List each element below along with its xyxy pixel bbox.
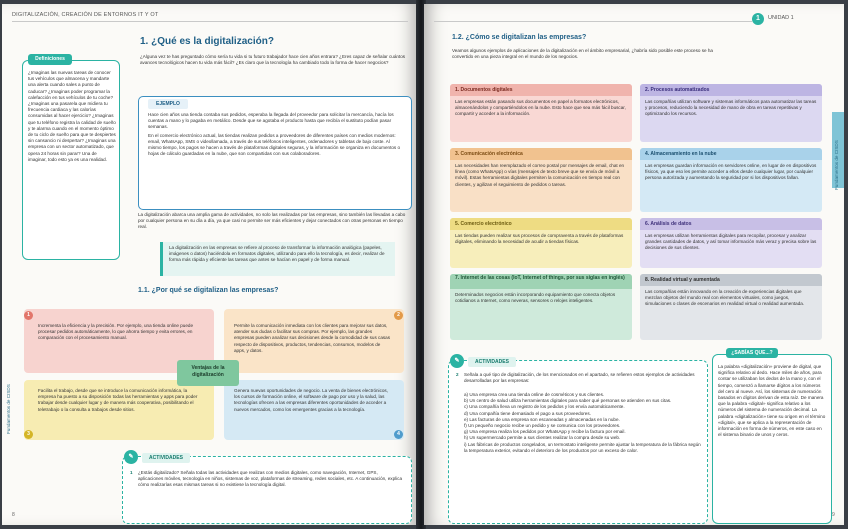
section-subtitle: 1.1. ¿Por qué se digitalizan las empresas? — [138, 287, 279, 294]
list-item: b) Un centro de salud utiliza herramientas digitales para saber qué personas se atienden en sus citas. — [464, 398, 672, 404]
card-realidad — [640, 274, 822, 340]
left-page-number: 8 — [12, 512, 15, 518]
reason-card-3 — [24, 380, 214, 440]
reason-text: Permite la comunicación inmediata con los clientes para mejorar sus datos, atender sus dudas o facilitar sus compras. Por ejemplo, las grandes empresas pueden analizar sus decisiones desde la comodidad de sus casas respecto de dispositivos, productos, tendencias, consumos, modelos de apps, y datos. — [234, 323, 391, 353]
list-item: d) Una compañía tiene demasiado el pago a sus proveedores. — [464, 410, 591, 416]
reason-number: 1 — [24, 311, 33, 320]
left-page — [2, 4, 418, 525]
reason-number: 2 — [394, 311, 403, 320]
reason-number: 3 — [24, 430, 33, 439]
list-item: g) Una empresa realiza los pedidos por WhatsApp y recibe la factura por email. — [464, 429, 626, 435]
reason-card-4 — [224, 380, 404, 440]
activities-tag: ACTIVIDADES — [142, 453, 190, 463]
reason-text: Facilita el trabajo, desde que se introduce la comunicación informática, la empresa ha puesto a su disposición todas las herramientas y apps para poder trabajar desde cualquier lugar y de manera más cooperativa, posibilitando el teletrabajo o la consulta a trabajos desde sitios. — [38, 388, 198, 412]
right-activities-tag: ACTIVIDADES — [468, 357, 516, 367]
reason-number: 4 — [394, 430, 403, 439]
definition-callout — [160, 242, 395, 276]
activity-text: ¿Estás digitalizado? Señala todas las actividades que realizas con medios digitales, como navegación, Internet, GPS, aplicaciones móviles, tecnología en niños, sistemas de voz, plataformas de streaming, redes sociales, etc. A continuación, explica cómo realizarías esas mismas tareas si no existiese la tecnología digital. — [138, 470, 403, 488]
card-title: 2. Procesos automatizados — [640, 84, 822, 96]
reason-text: Genera nuevas oportunidades de negocio. La venta de bienes electrónicos, los cursos de formación online, el software de pago por uso y la salud, las tecnologías ofrecen a las empresas diferentes oportunidades de acceder a nuevos mercados, como los emergentes gracias a la tecnología. — [234, 388, 388, 412]
reason-card-2 — [224, 309, 404, 373]
list-item: c) Una compañía lleva un registro de los pedidos y los envía automáticamente. — [464, 404, 625, 410]
list-item: e) Las facturas de una empresa son escaneadas y almacenadas en la nube. — [464, 416, 620, 422]
definition-callout-text: La digitalización en las empresas se refiere al proceso de transformar la información analógica (papeles, imágenes o datos) haciéndola en formatos digitales, utilizando para ello la tecnología, es decir, realizar de forma más rápida y eficiente las tareas que antes se hacían en papel y de forma manual. — [169, 245, 385, 263]
card-title: 1. Documentos digitales — [450, 84, 632, 96]
card-procesos — [640, 84, 822, 142]
example-text — [148, 112, 404, 157]
definitions-tag: Definiciones — [28, 54, 72, 65]
did-you-know-text: La palabra «digitalización» proviene de digital, que significa relativo al dedo. Hace miles de años, para contar se utilizaban los dedos de la mano y, con el tiempo, comenzó a llamarse dígitos a los números del cero al nueve. Así, los sistemas de numeración basados en dígitos derivan de esta raíz. De manera que la palabra «digital» significa relativo a los números del sistema de numeración decimal. La palabra «digitalización» tiene su origen en el término «digital», que se aplica a la representación de información en forma de números, en este caso en el sistema binario de unos y ceros. — [718, 364, 826, 438]
did-you-know-tag: ¿SABÍAS QUE...? — [726, 348, 778, 358]
right-page-number: 9 — [832, 512, 835, 518]
card-nube — [640, 148, 822, 212]
example-paragraph-1: Hace cien años una tienda contaba sus pedidos, esperaba la llegada del proveedor para solicitar la mercancía, hacía los cuentas a mano y lo pagaba en metálico. Desde que se agotaba el producto hasta que recibía el sustituto podían pasar semanas. — [148, 112, 394, 130]
intro-paragraph: ¿Alguna vez te has preguntado cómo sería tu vida si tu futuro trabajador hace cien años entrara? ¿Eres capaz de señalar cuántos avances tecnológicos hacen tu vida más fácil? ¿Es claro que la tecnología ha cambiado todo la forma de hacer negocios? — [140, 54, 406, 66]
card-title: 7. Internet de las cosas (IoT, Internet of things, por sus siglas en inglés) — [450, 274, 632, 289]
right-side-label: Fundamentos de CISDS — [834, 140, 839, 190]
list-item: h) Un supermercado permite a sus clientes realizar la compra desde su web. — [464, 435, 621, 441]
card-text: Determinados negocios están incorporando equipamiento que conecta objetos cotidianos a Internet, como neveras, sensores o relojes inteligentes. — [455, 292, 616, 304]
page-title: 1. ¿Qué es la digitalización? — [140, 36, 274, 47]
example-paragraph-2: En el comercio electrónico actual, las tiendas realizan pedidos a proveedores de diferentes países con medios modernos: email, WhatsApp, SMS o videollamada, a través de sus teléfonos inteligentes, ordenadores y tabletas de bajo coste. Al mismo tiempo, los pagos se hacen a través de plataformas digitales seguras, y la información se organiza en documentos o hojas de cálculo guardadas en la nube, que son compartidas con sus colaboradores. — [148, 132, 401, 157]
card-title: 3. Comunicación electrónica — [450, 148, 632, 160]
activity-number: 1 — [130, 470, 133, 475]
list-item: a) Una empresa crea una tienda online de cosméticos y sus clientes. — [464, 392, 605, 397]
card-text: Las compañías están innovando en la creación de experiencias digitales que mezclan objetos del mundo real con elementos virtuales, como juegos, simulaciones o clases de escenarios en realidad virtual o realidad aumentada. — [645, 289, 805, 307]
advantages-center-badge: Ventajas de la digitalización — [177, 360, 239, 386]
card-text: Las tiendas pueden realizar sus procesos de compraventa a través de plataformas digitales, eliminando la necesidad de acudir a tiendas físicas. — [455, 233, 624, 245]
definitions-text: ¿Imaginas las nuevas tareas de conocer tus vehículos que almacena y mandarte una alerta cuando sales a punto de caducar? ¿Imaginas poder programar la calefacción en tus vehículos de tu coche? ¿Imaginas una pasarela que midiera tu frecuencia cardiaca y las calorías consumidas al hacer ejercicio? ¿Imaginas que tu teléfono registra la calidad de sueño y te alarma cuando en el momento óptimo de tu ciclo de sueño para que te despiertes sin cansancio ni despertar? ¿Imaginas una empresa con un sector automatizado, que opera 24 horas sin parar? Una de imaginar, todo esto ya es una realidad. — [28, 70, 116, 162]
pencil-icon: ✎ — [124, 450, 138, 464]
card-text: Las necesidades han reemplazado el correo postal por mensajes de email, chat en línea (como WhatsApp) o vías (mensajes de texto breve que se envía de móvil a móvil). Estas herramientas digitales permiten la comunicación en tiempo real con clientes, y agilizan el seguimiento de pedidos o tareas. — [455, 163, 625, 187]
right-header-rule — [434, 21, 752, 22]
unit-label: UNIDAD 1 — [768, 15, 794, 21]
card-title: 6. Análisis de datos — [640, 218, 822, 230]
right-page — [424, 4, 844, 525]
example-tag: EJEMPLO — [148, 99, 188, 109]
activity-list — [464, 392, 702, 454]
card-title: 4. Almacenamiento en la nube — [640, 148, 822, 160]
card-comercio — [450, 218, 632, 268]
right-intro: Veamos algunos ejemplos de aplicaciones de la digitalización en el ámbito empresarial, ¿habría sido posible este proceso se ha convertido en una pieza integral en el mundo de los negocios. — [452, 48, 713, 60]
left-header-rule — [12, 21, 408, 22]
card-comunicacion — [450, 148, 632, 212]
card-title: 8. Realidad virtual y aumentada — [640, 274, 822, 286]
pencil-icon: ✎ — [450, 354, 464, 368]
card-iot — [450, 274, 632, 340]
unit-icon: 1 — [752, 13, 764, 25]
digitalization-scope-paragraph: La digitalización abarca una amplia gama de actividades, no solo las realizadas por las empresas, sino también las llevadas a cabo por cualquier persona en su día a día, ya que casi no permite ser más eficientes y dejar conectados con otras personas en tiempo real. — [138, 212, 406, 230]
unit-badge — [752, 13, 812, 25]
card-documentos — [450, 84, 632, 142]
right-subtitle: 1.2. ¿Cómo se digitalizan las empresas? — [452, 34, 587, 41]
list-item: i) Las fábricas de productos congelados, un termostato inteligente permite ajustar la temperatura de la fábrica según la temperatura exterior, evitando el deterioro de los productos por un exceso de calor. — [464, 441, 701, 453]
card-text: Las compañías utilizan software y sistemas informáticos para automatizar las tareas y procesos, reduciendo la necesidad de mano de obra en tareas repetitivas y optimizando los recursos. — [645, 99, 817, 117]
reason-text: Incrementa la eficiencia y la precisión. Por ejemplo, una tienda online puede procesar pedidos automáticamente, lo que ahorra tiempo y evita errores, en comparación con el procesamiento manual. — [38, 323, 194, 341]
card-text: Las empresas están pasando sus documentos en papel a formatos electrónicos, almacenándolos y compartiéndolos en la nube. Esto hace que sea más fácil buscar, compartir y acceder a la información. — [455, 99, 626, 117]
card-title: 5. Comercio electrónico — [450, 218, 632, 230]
activities-box — [122, 456, 412, 524]
left-side-label: Fundamentos de CISDS — [6, 384, 11, 434]
left-running-header: DIGITALIZACIÓN, CREACIÓN DE ENTORNOS IT Y OT — [12, 12, 159, 18]
card-text: Las empresas utilizan herramientas digitales para recopilar, procesar y analizar grandes cantidades de datos, y así tomar información más veraz y precisa sobre las decisiones de sus clientes. — [645, 233, 817, 251]
card-text: Las empresas guardan información en servidores online, en lugar de en dispositivos físicos, ya que eso les permite acceder a ellos desde cualquier lugar, por cualquier persona autorizada y aumentando la seguridad por si los dispositivos fallan. — [645, 163, 817, 181]
card-analisis — [640, 218, 822, 268]
list-item: f) Un pequeño negocio recibe un pedido y se comunica con los proveedores. — [464, 423, 621, 429]
activity-number: 2 — [456, 372, 459, 377]
activity-lead: Señala a qué tipo de digitalización, de los mencionados en el apartado, se refieren estos ejemplos de actividades desarrolladas por las empresas: — [464, 372, 695, 384]
